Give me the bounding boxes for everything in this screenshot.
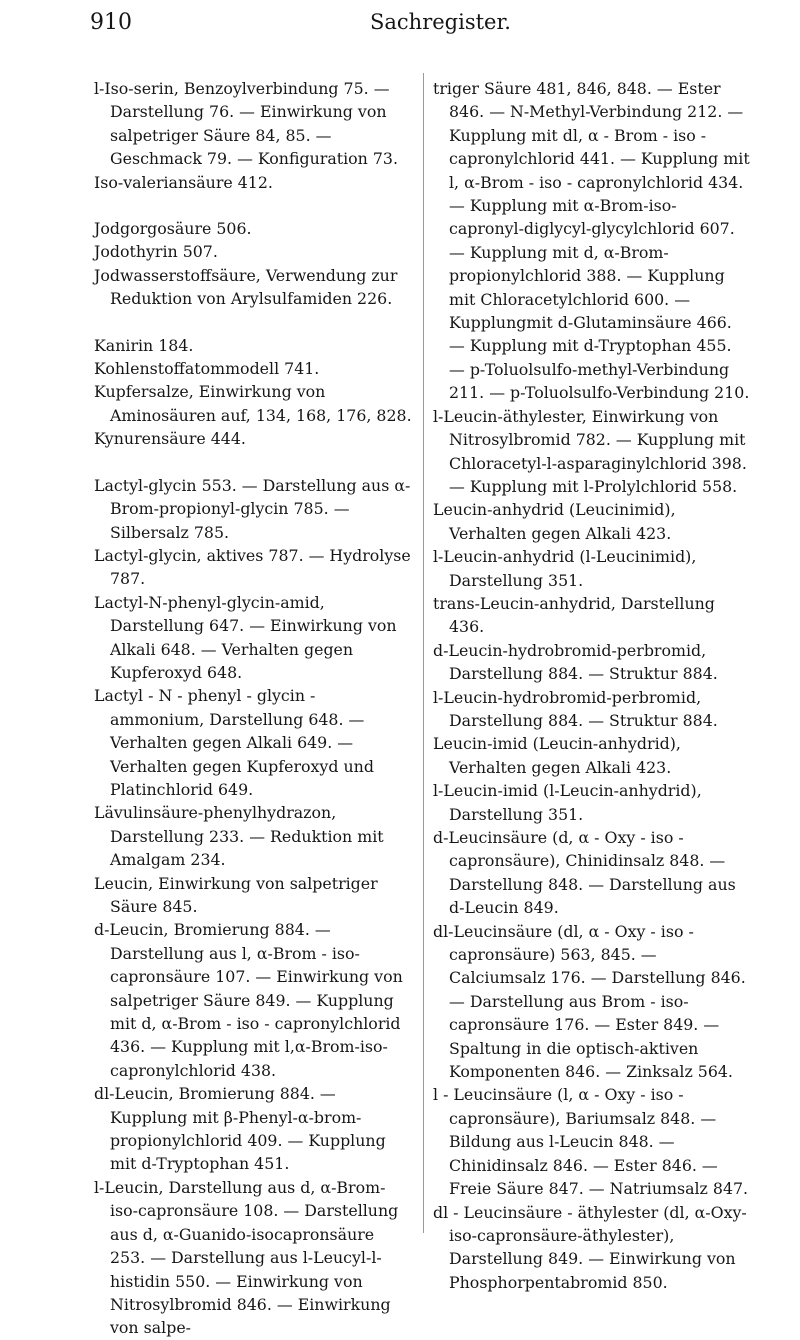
index-entry: Leucin-anhydrid (Leucinimid), Verhalten gegen Alkali 423.	[433, 500, 676, 543]
index-entry: Iso-valeriansäure 412.	[94, 172, 273, 192]
index-entry: l - Leucinsäure (l, α - Oxy - iso - capronsäure), Bariumsalz 848. — Bildung aus l-Leucin 848. — Chinidinsalz 846. — Ester 846. — Freie Säure 847. — Natriumsalz 847.	[433, 1085, 749, 1199]
index-entry: Lactyl-glycin 553. — Darstellung aus α-Brom-propionyl-glycin 785. — Silbersalz 785.	[94, 475, 411, 542]
page-number: 910	[90, 10, 132, 35]
index-entry: l-Leucin-anhydrid (l-Leucinimid), Darstellung 351.	[433, 547, 697, 590]
index-entry: dl - Leucinsäure - äthylester (dl, α-Oxy-iso-capronsäure-äthylester), Darstellung 849. — Einwirkung von Phosphorpentabromid 850.	[433, 1202, 747, 1292]
right-column	[433, 77, 750, 1294]
index-entry: Lactyl - N - phenyl - glycin - ammonium, Darstellung 648. — Verhalten gegen Alkali 649. — Verhalten gegen Kupferoxyd und Platinchlorid 649.	[94, 686, 374, 799]
index-entry: d-Leucinsäure (d, α - Oxy - iso - capronsäure), Chinidinsalz 848. — Darstellung 848. — Darstellung aus d-Leucin 849.	[433, 828, 736, 918]
index-entry: l-Iso-serin, Benzoylverbindung 75. — Darstellung 76. — Einwirkung von salpetriger Säure 84, 85. — Geschmack 79. — Konfiguration 73.	[94, 79, 398, 169]
index-entry: dl-Leucinsäure (dl, α - Oxy - iso - capronsäure) 563, 845. — Calciumsalz 176. — Darstellung 846. — Darstellung aus Brom - iso-capronsäure 176. — Ester 849. — Spaltung in die optisch-aktiven Komponenten 846. — Zinksalz 564.	[433, 921, 746, 1082]
index-entry: Lactyl-glycin, aktives 787. — Hydrolyse 787.	[94, 545, 411, 589]
index-entry: Kohlenstoffatommodell 741.	[94, 359, 320, 379]
left-column	[94, 77, 412, 1340]
index-entry: l-Leucin-hydrobromid-perbromid, Darstellung 884. — Struktur 884.	[433, 687, 718, 730]
index-entry: Jodothyrin 507.	[94, 242, 218, 262]
index-entry: trans-Leucin-anhydrid, Darstellung 436.	[433, 593, 715, 637]
column-divider	[423, 73, 424, 1233]
index-entry: Leucin, Einwirkung von salpetriger Säure 845.	[94, 873, 378, 916]
index-entry: l-Leucin-äthylester, Einwirkung von Nitrosylbromid 782. — Kupplung mit Chloracetyl-l-asparaginylchlorid 398. — Kupplung mit l-Prolylchlorid 558.	[433, 406, 747, 496]
index-entry: l-Leucin-imid (l-Leucin-anhydrid), Darstellung 351.	[433, 781, 702, 824]
index-entry: Lactyl-N-phenyl-glycin-amid, Darstellung 647. — Einwirkung von Alkali 648. — Verhalten gegen Kupferoxyd 648.	[94, 592, 397, 682]
page-title: Sachregister.	[370, 10, 511, 34]
index-entry: Kanirin 184.	[94, 335, 194, 355]
index-entry: Kupfersalze, Einwirkung von Aminosäuren auf, 134, 168, 176, 828.	[94, 382, 412, 425]
index-entry: Lävulinsäure-phenylhydrazon, Darstellung 233. — Reduktion mit Amalgam 234.	[94, 803, 384, 870]
index-entry: Leucin-imid (Leucin-anhydrid), Verhalten gegen Alkali 423.	[433, 734, 681, 777]
index-entry: dl-Leucin, Bromierung 884. — Kupplung mit β-Phenyl-α-brom-propionylchlorid 409. — Kupplung mit d-Tryptophan 451.	[94, 1084, 386, 1174]
index-entry: triger Säure 481, 846, 848. — Ester 846. — N-Methyl-Verbindung 212. — Kupplung mit dl, α - Brom - iso - capronylchlorid 441. — Kupplung mit l, α-Brom - iso - capronylchlorid 434. — Kupplung mit α-Brom-iso-capronyl-diglycyl-glycylchlorid 607. — Kupplung mit d, α-Brom-propionylchlorid 388. — Kupplung mit Chloracetylchlorid 600. — Kupplungmit d-Glutaminsäure 466. — Kupplung mit d-Tryptophan 455. — p-Toluolsulfo-methyl-Verbindung 211. — p-Toluolsulfo-Verbindung 210.	[433, 79, 750, 403]
index-entry: Jodgorgosäure 506.	[94, 219, 252, 239]
index-entry: Jodwasserstoffsäure, Verwendung zur Reduktion von Arylsulfamiden 226.	[94, 265, 398, 309]
index-entry: Kynurensäure 444.	[94, 429, 246, 449]
index-entry: l-Leucin, Darstellung aus d, α-Brom-iso-capronsäure 108. — Darstellung aus d, α-Guanido-isocapronsäure 253. — Darstellung aus l-Leucyl-l-histidin 550. — Einwirkung von Nitrosylbromid 846. — Einwirkung von salpe-	[94, 1177, 399, 1338]
index-entry: d-Leucin-hydrobromid-perbromid, Darstellung 884. — Struktur 884.	[433, 640, 718, 684]
index-entry: d-Leucin, Bromierung 884. — Darstellung aus l, α-Brom - iso-capronsäure 107. — Einwirkung von salpetriger Säure 849. — Kupplung mit d, α-Brom - iso - capronylchlorid 436. — Kupplung mit l,α-Brom-iso-capronylchlorid 438.	[94, 920, 403, 1080]
